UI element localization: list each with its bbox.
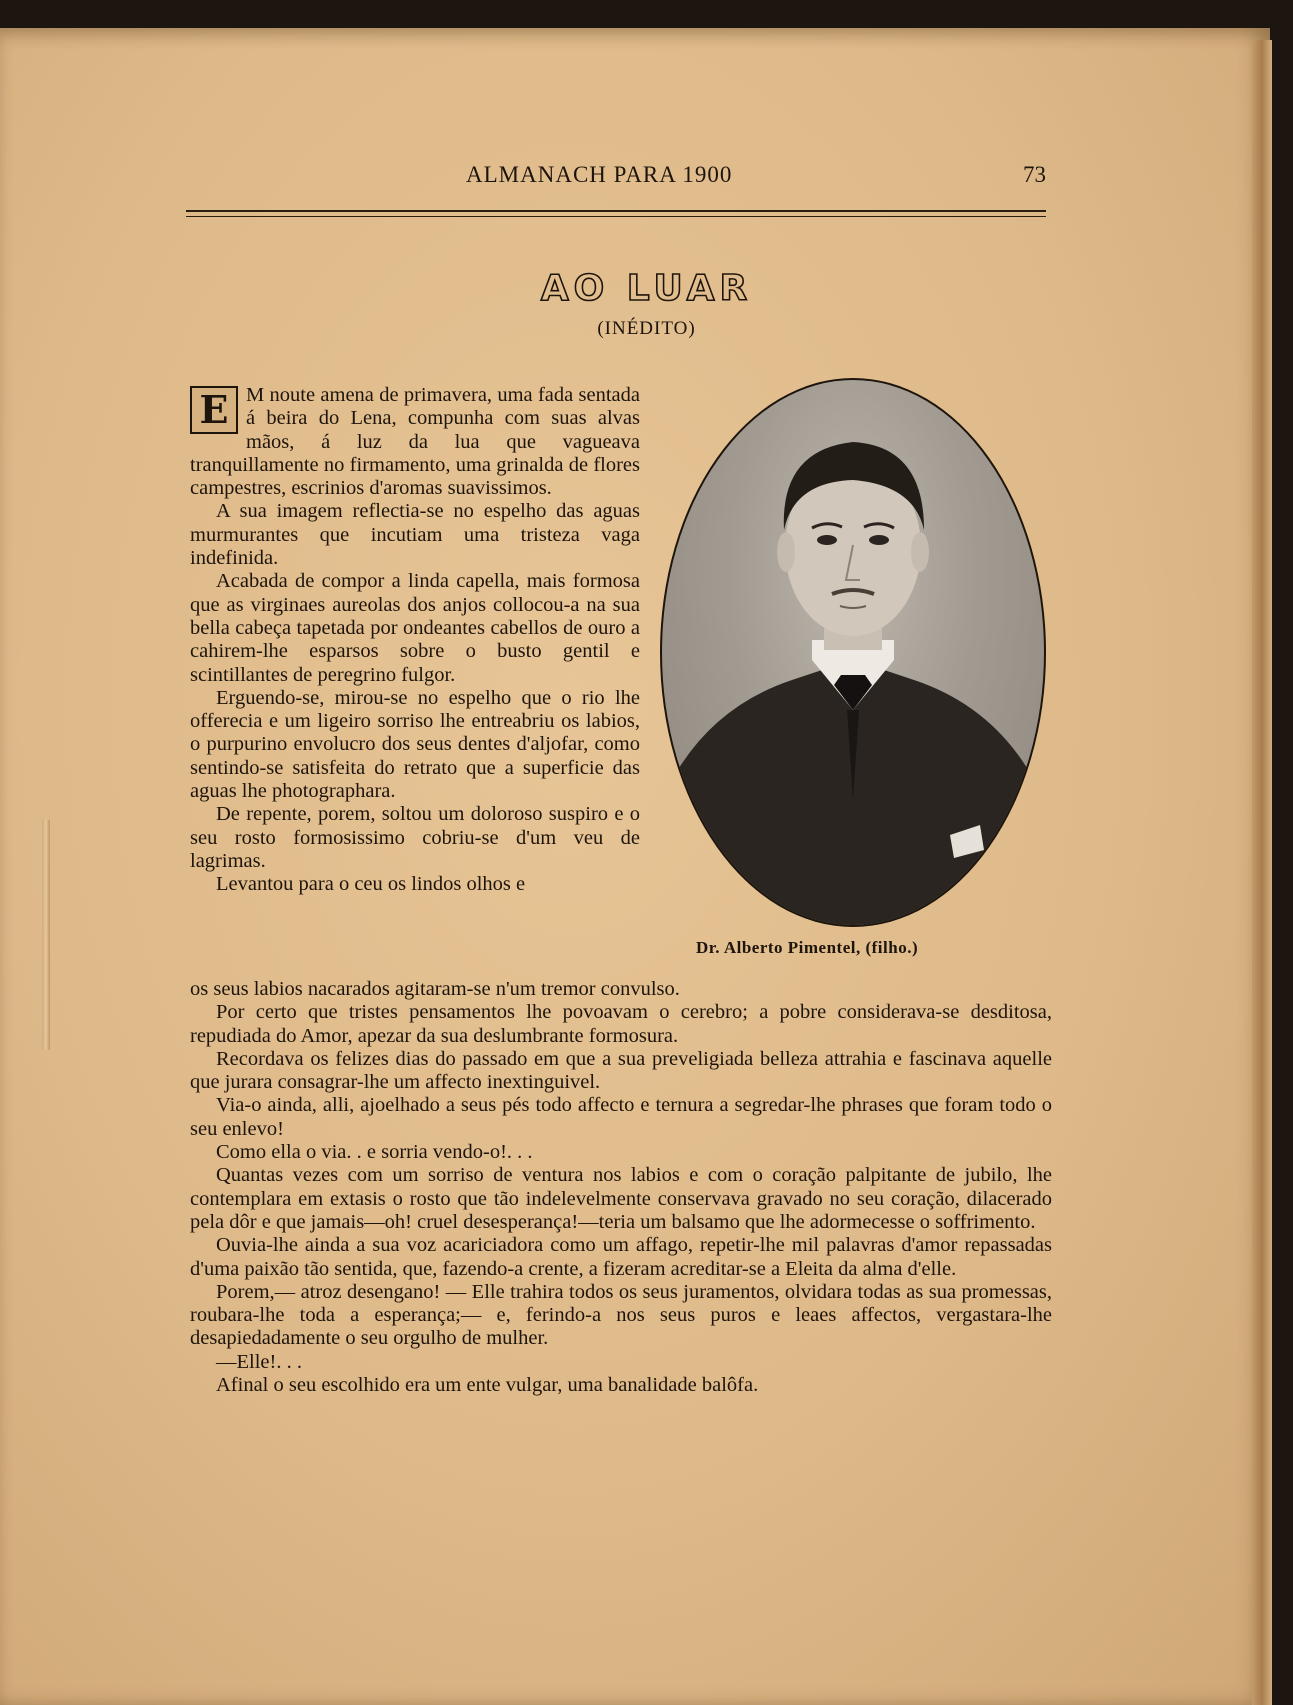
article-title: AO LUAR (540, 268, 753, 309)
paragraph-1 (190, 384, 640, 500)
paragraph-1-text: noute amena de primavera, uma fada sentada á beira do Lena, compunha com suas alvas mãos, á luz da lua que vagueava tranquillamente no firmamento, uma grinalda de flores campestres, escrinios d'aromas suavissimos. (190, 384, 641, 500)
paragraph-3: Acabada de compor a linda capella, mais formosa que as virginaes aureolas dos anjos collocou-a na sua bella cabeça tapetada por ondeantes cabellos de ouro a cahirem-lhe esparsos sobre o busto gentil e scintillantes de peregrino fulgor. (190, 570, 640, 686)
article-body (190, 978, 1052, 1397)
paragraph-6: Levantou para o ceu os lindos olhos e (216, 873, 526, 896)
paragraph-7: Por certo que tristes pensamentos lhe povoavam o cerebro; a pobre considerava-se desditosa, repudiada do Amor, apezar da sua deslumbrante formosura. (190, 1001, 1052, 1047)
paragraph-15: Afinal o seu escolhido era um ente vulgar, uma banalidade balôfa. (216, 1374, 759, 1397)
paragraph-6-continued: os seus labios nacarados agitaram-se n'um tremor convulso. (190, 978, 680, 1000)
paragraph-8: Recordava os felizes dias do passado em que a sua preveligiada belleza attrahia e fascinava aquelle que jurara consagrar-lhe um affecto inextinguivel. (190, 1047, 1052, 1094)
paragraph-13: Porem,— atroz desengano! — Elle trahira todos os seus juramentos, olvidara todas as sua promessas, roubara-lhe toda a esperança;— e, ferindo-a nos seus puros e leaes affectos, vergastara-lhe desapiedadamente o seu orgulho de mulher. (190, 1280, 1052, 1350)
paragraph-9: Via-o ainda, alli, ajoelhado a seus pés todo affecto e ternura a segredar-lhe phrases que foram todo o seu enlevo! (190, 1094, 1052, 1140)
page-number: 73 (1023, 162, 1046, 187)
running-header (186, 162, 1046, 202)
article-subtitle: (INÉDITO) (597, 318, 696, 339)
paragraph-5: De repente, porem, soltou um doloroso suspiro e o seu rosto formosissimo cobriu-se d'um veu de lagrimas. (190, 803, 640, 872)
header-title: ALMANACH PARA 1900 (466, 162, 733, 187)
header-rule-thin (186, 216, 1046, 217)
drop-cap: E (190, 386, 238, 434)
drop-cap-rest: M (246, 384, 265, 406)
header-rule (186, 210, 1046, 212)
portrait-figure (662, 380, 1044, 925)
paragraph-2: A sua imagem reflectia-se no espelho das aguas murmurantes que incutiam uma tristeza vaga indefinida. (190, 500, 640, 570)
binding-tape (42, 820, 50, 1050)
paragraph-11: Quantas vezes com um sorriso de ventura nos labios e com o coração palpitante de jubilo, lhe contemplara em extasis o rosto que tão indelevelmente conservava gravado no seu coração, dilacerado pela dôr e que jamais—oh! cruel desesperança!—teria um balsamo que lhe adormecesse o soffrimento. (190, 1164, 1052, 1233)
article-column (190, 384, 640, 897)
paragraph-10: Como ella o via. . e sorria vendo-o!. . . (216, 1141, 533, 1164)
paragraph-14: —Elle!. . . (216, 1350, 302, 1373)
portrait-caption: Dr. Alberto Pimentel, (filho.) (696, 938, 919, 957)
portrait-photo (660, 378, 1046, 927)
paragraph-4: Erguendo-se, mirou-se no espelho que o rio lhe offerecia e um ligeiro sorriso lhe entreabriu os labios, o purpurino envolucro dos seus dentes d'aljofar, como sentindo-se satisfeita do retrato que a superficie das aguas lhe photographara. (190, 686, 640, 803)
paragraph-12: Ouvia-lhe ainda a sua voz acariciadora como um affago, repetir-lhe mil palavras d'amor repassadas d'uma paixão tão sentida, que, fazendo-a crente, a fizeram acreditar-se a Eleita da alma d'elle. (190, 1234, 1052, 1280)
